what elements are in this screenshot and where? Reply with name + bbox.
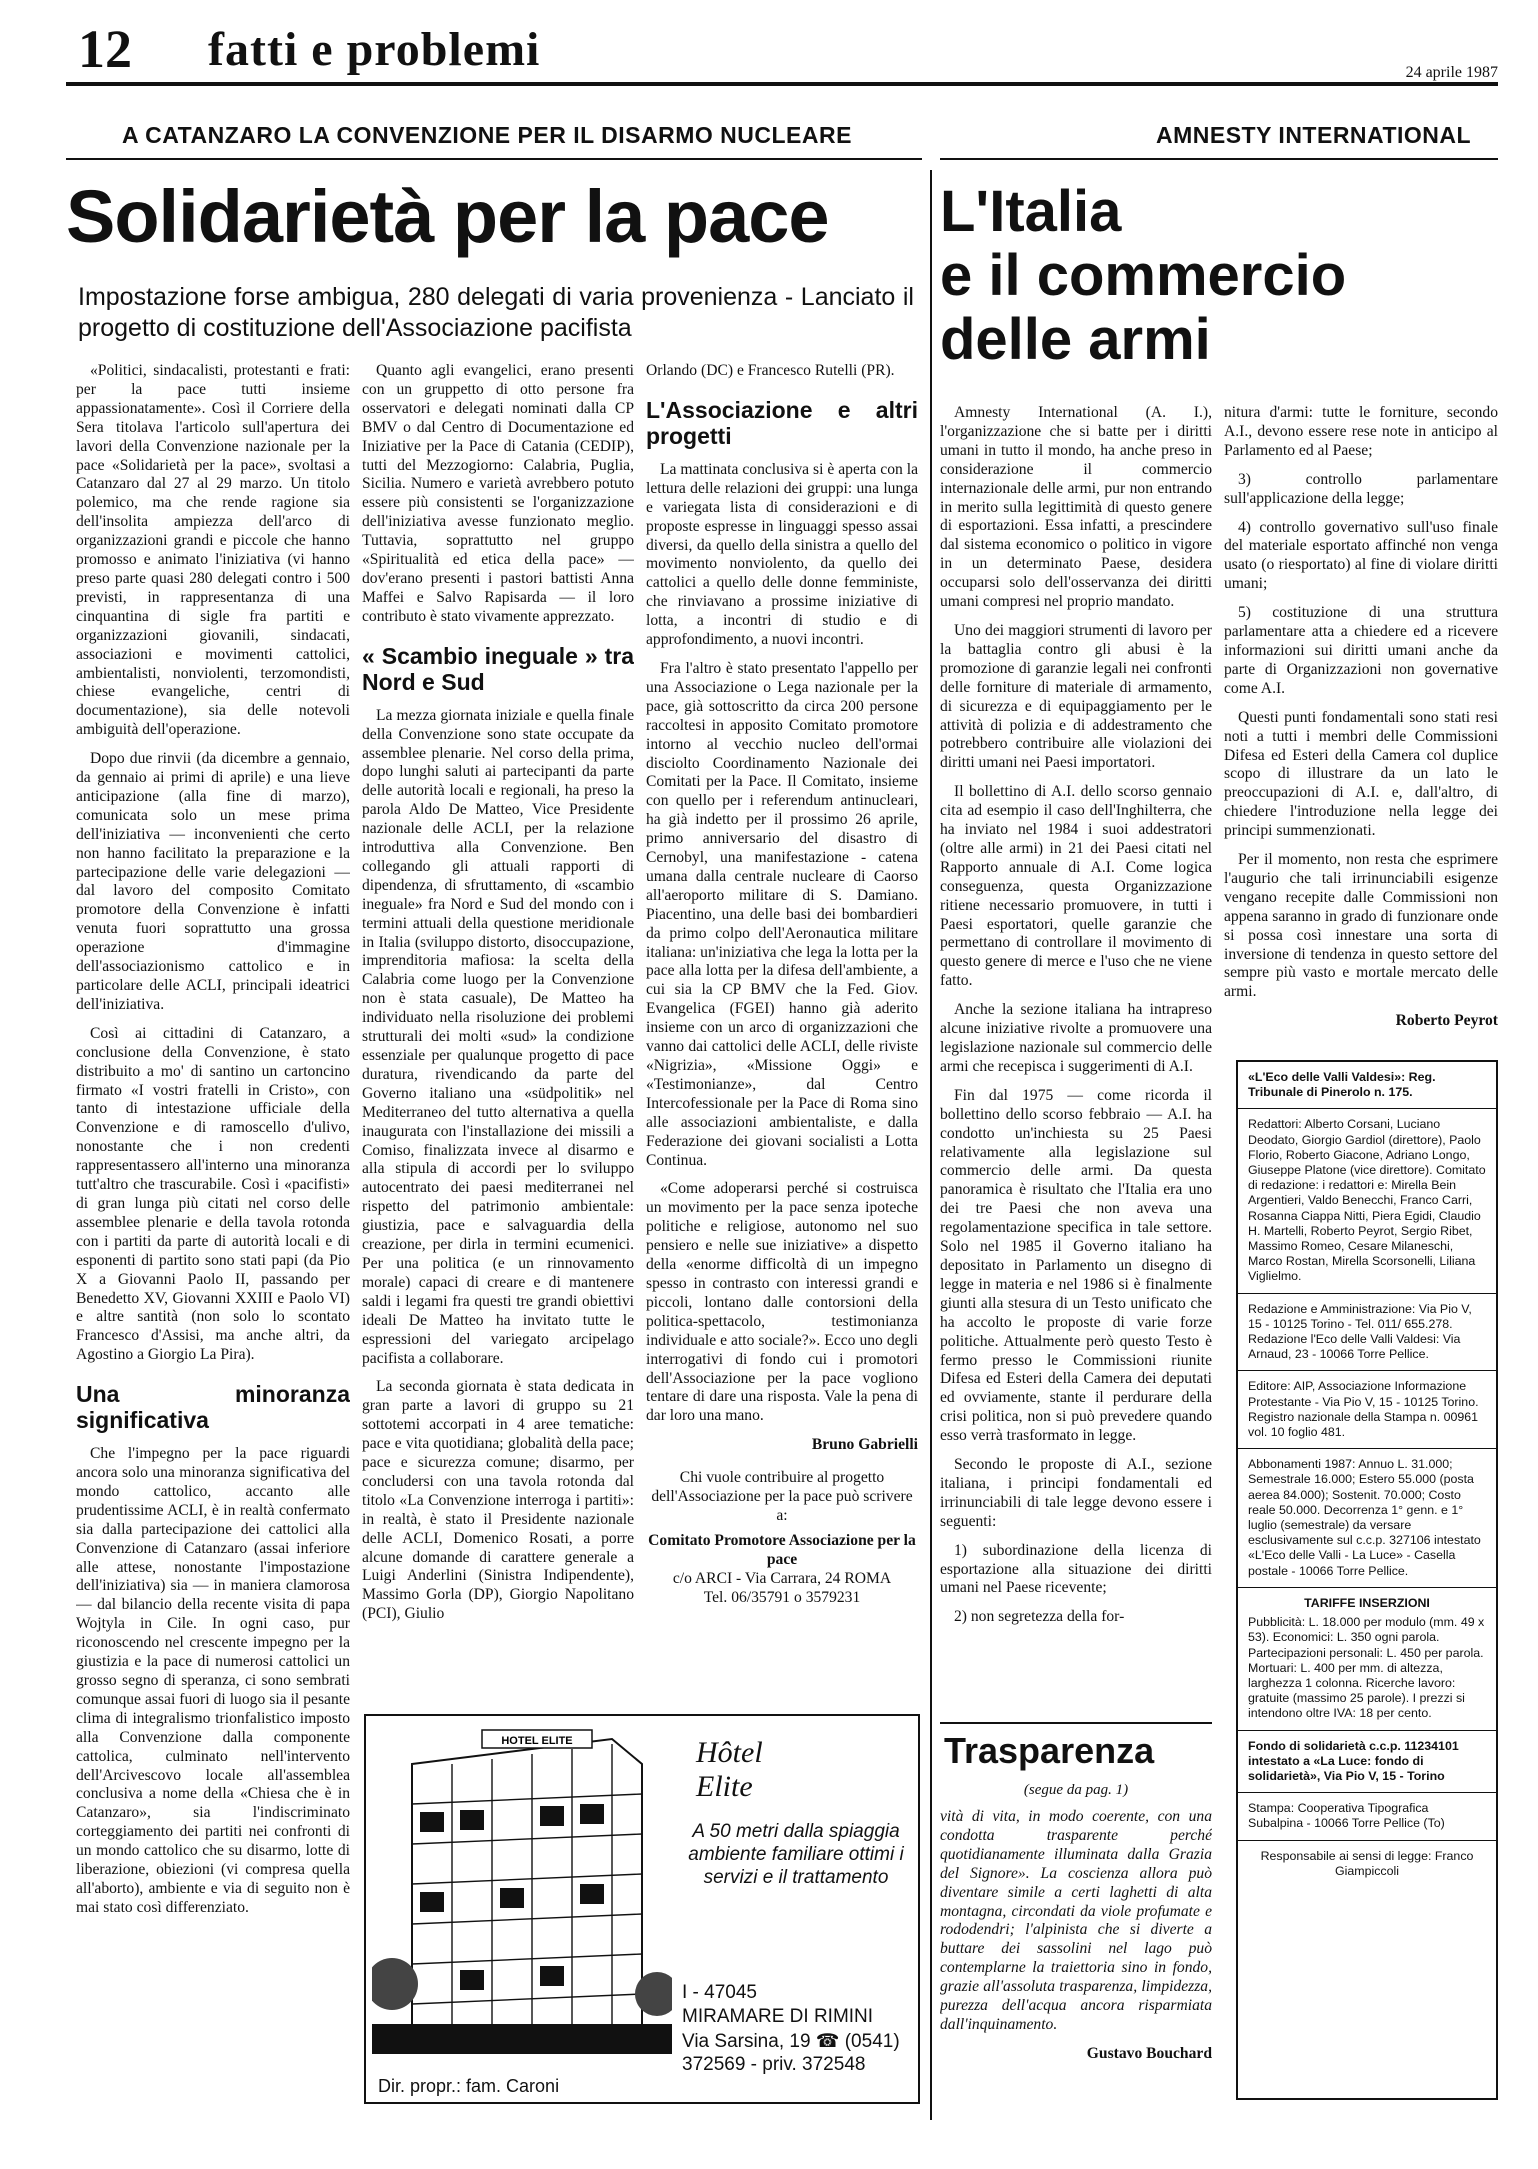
paragraph: La seconda giornata è stata dedicata in gran parte a lavori di gruppo su 21 sottotemi accorpati in 4 aree tematiche: pace e vita quotidiana; globalità della pace; pace e sicurezza comune; disarmo, per concludersi con una tavola rotonda dal titolo «La Convenzione interroga i partiti»: in realtà, è stato il Presidente nazionale delle ACLI, Domenico Rosati, a porre alcune domande di carattere generale a Luigi Anderlini (Sinistra Indipendente), Massimo Gorla (DP), Giorgio Napolitano (PCI), Giulio bbox=[362, 1378, 634, 1623]
article-column-3 bbox=[646, 362, 918, 1702]
article-column-1 bbox=[76, 362, 350, 2112]
colophon-office: Redazione e Amministrazione: Via Pio V, 15 - 10125 Torino - Tel. 011/ 655.278. Redazione l'Eco delle Valli Valdesi: Via Arnaud, 23 - 10066 Torre Pellice. bbox=[1238, 1294, 1496, 1372]
hotel-sign: HOTEL ELITE bbox=[501, 1735, 573, 1747]
paragraph: 1) subordinazione della licenza di esportazione alla situazione dei diritti umani nel Paese ricevente; bbox=[940, 1541, 1212, 1597]
contact-block bbox=[646, 1469, 918, 1607]
paragraph: vità di vita, in modo coerente, con una condotta trasparente perché quotidianamente illuminata dalla Grazia del Signore». La coscienza allora può diventare simile a certi laghetti di alta montagna, circondati da viole profumate e rododendri; l'alpinista che si diverte a buttare dei sassolini nel lago può contemplarne la traiettoria sino in fondo, grazie all'assoluta trasparenza, limpidezza, purezza dell'acqua ancora risparmiata dall'inquinamento. bbox=[940, 1808, 1212, 2033]
contact-org: Comitato Promotore Associazione per la pace bbox=[648, 1531, 916, 1568]
paragraph: La mezza giornata iniziale e quella finale della Convenzione sono state occupate da assemblee plenarie. Nel corso della prima, dopo lunghi saluti ai partecipanti da parte delle autorità locali e regionali, ha preso la parola Aldo De Matteo, Vice Presidente nazionale delle ACLI, per la relazione introduttiva alla Convenzione. Ben collegando gli attuali rapporti di dipendenza, di sfruttamento, di «scambio ineguale» fra Nord e Sud del mondo con i termini attuali della questione meridionale in Italia (sviluppo distorto, disoccupazione, imprenditoria mafiosa: la scelta della Calabria come luogo per la Convenzione non è stata casuale), De Matteo ha individuato nella risoluzione dei problemi strutturali dei molti «sud» la condizione essenziale per qualunque progetto di pace duratura, rivendicando da parte del Governo italiano una «südpolitik» nel Mediterraneo del tutto alternativa a quella inaugurata con l'installazione dei missili a Comiso, finalizzata invece al disarmo e alla stipula di accordi per lo sviluppo autocentrato dei paesi mediterranei nel rispetto del patrimonio ambientale: giustizia, pace e salvaguardia della creazione, per dirla in termini ecumenici. Per una politica (e un rinnovamento morale) capaci di creare e di mantenere saldi i legami fra questi tre grandi obiettivi ideali De Matteo ha invitato tutte le espressioni del variegato arcipelago pacifista a collaborare. bbox=[362, 706, 634, 1367]
author-signature: Roberto Peyrot bbox=[1395, 1012, 1498, 1030]
contact-intro: Chi vuole contribuire al progetto dell'Associazione per la pace può scrivere a: bbox=[651, 1469, 913, 1524]
headline-line: delle armi bbox=[940, 307, 1211, 372]
colophon-title: «L'Eco delle Valli Valdesi»: Reg. Tribunale di Pinerolo n. 175. bbox=[1238, 1062, 1496, 1109]
trasparenza-headline: Trasparenza bbox=[944, 1730, 1155, 1771]
paragraph: nitura d'armi: tutte le forniture, secondo A.I., devono essere rese note in anticipo al Parlamento ed al Paese; bbox=[1224, 404, 1498, 459]
paragraph: Quanto agli evangelici, erano presenti con un gruppetto di otto persone fra osservatori e delegati nominati dalla CP BMV o dal Centro di Documentazione ed Iniziative per la Pace di Catania (CEDIP), tutti del Mezzogiorno: Calabria, Puglia, Sicilia. Numero e varietà avrebbero potuto essere più consistenti se l'organizzazione dell'iniziativa avesse funzionato meglio. Tuttavia, soprattutto nel gruppo «Spiritualità ed etica della pace» — dov'erano presenti i pastori battisti Anna Maffei e Salvo Rapisarda — il loro contributo è stato vivamente apprezzato. bbox=[362, 362, 634, 625]
hotel-advertisement bbox=[364, 1714, 920, 2104]
right-kicker: AMNESTY INTERNATIONAL bbox=[1156, 122, 1472, 148]
contact-address: c/o ARCI - Via Carrara, 24 ROMA bbox=[672, 1569, 892, 1587]
hotel-name-line1: Hôtel bbox=[696, 1736, 763, 1769]
colophon-publisher: Editore: AIP, Associazione Informazione Protestante - Via Pio V, 15 - 10125 Torino. Registro nazionale della Stampa n. 00961 vol. 10 foglio 481. bbox=[1238, 1371, 1496, 1449]
rates-title: TARIFFE INSERZIONI bbox=[1304, 1595, 1430, 1610]
headline-line: L'Italia bbox=[940, 179, 1122, 244]
hotel-name-line2: Elite bbox=[696, 1770, 753, 1803]
article-column-2 bbox=[362, 362, 634, 1702]
colophon-rates bbox=[1238, 1588, 1496, 1731]
hotel-tagline: A 50 metri dalla spiaggia ambiente familiare ottimi i servizi e il trattamento bbox=[688, 1821, 904, 1888]
left-kicker: A CATANZARO LA CONVENZIONE PER IL DISARMO NUCLEARE bbox=[122, 122, 852, 148]
paragraph: 2) non segretezza della for- bbox=[954, 1608, 1125, 1626]
amnesty-headline bbox=[940, 180, 1500, 372]
kicker-rule-left bbox=[66, 158, 922, 160]
colophon-fund: Fondo di solidarietà c.c.p. 11234101 intestato a «La Luce: fondo di solidarietà», Via Pio V, 15 - Torino bbox=[1238, 1731, 1496, 1794]
paragraph: Orlando (DC) e Francesco Rutelli (PR). bbox=[646, 362, 895, 379]
colophon-subscriptions: Abbonamenti 1987: Annuo L. 31.000; Semestrale 16.000; Estero 55.000 (posta aerea 84.000); Sostenit. 70.000; Costo reale 50.000. Decorrenza 1° genn. e 1° luglio (semestrale) da versare esclusivamente sul c.c.p. 327106 intestato «L'Eco delle Valli - La Luce» - Casella postale - 10066 Torre Pellice. bbox=[1238, 1449, 1496, 1588]
paragraph: La mattinata conclusiva si è aperta con la lettura delle relazioni dei gruppi: una lunga e variegata lista di considerazioni e di proposte espresse in linguaggi spesso assai diversi, da quello della sinistra a quello del movimento nonviolento, da quello dei cattolici a quello delle donne femministe, che rinviavano a prossime iniziative di lotta, a incontri di studio e di approfondimento, a nuovi incontri. bbox=[646, 460, 918, 649]
paragraph: Uno dei maggiori strumenti di lavoro per la battaglia contro gli abusi è la promozione di garanzie legali nei confronti delle forniture di materiale di armamento, di sicurezza e di equipaggiamento per le attività di polizia e di addestramento che potrebbero contribuire alle violazioni dei diritti umani nei Paesi importatori. bbox=[940, 621, 1212, 772]
paragraph: Che l'impegno per la pace riguardi ancora solo una minoranza significativa del mondo cattolico, accanto alle prudentissime ACLI, è in realtà confermato sia dalla partecipazione dei cattolici alla Convenzione di Catanzaro (assai inferiore alle attese, nonostante l'impostazione dell'iniziativa) sia — in maniera clamorosa — dal bilancio della recente visita di papa Wojtyla in Cile. In ogni caso, pur riconoscendo nel crescente impegno per la giustizia e la pace di numerosi cattolici un grosso segno di speranza, ci sono sembrati comunque assai fuori di luogo sia il pesante clima di integralismo trionfalistico imposto alla Convenzione dalla componente cattolica, culminato nell'intervento dell'Arcivescovo locale all'assemblea conclusiva a nome della «Chiesa che è in Catanzaro», sia l'indiscriminato corteggiamento dei partiti nei confronti di un mondo cattolico che su disarmo, lotte di liberazione, obiezioni (vi compresa quella all'aborto), ambiente e via di seguito non è mai stato così differenziato. bbox=[76, 1445, 350, 1916]
hotel-owner: Dir. propr.: fam. Caroni bbox=[374, 2076, 563, 2097]
paragraph: Fin dal 1975 — come ricorda il bollettino dello scorso febbraio — A.I. ha condotto un'inchiesta su 25 Paesi relativamente alla legislazione sul commercio delle armi. Da questa panoramica è risultato che l'Italia era uno dei tre Paesi che non aveva una regolamentazione specifica in tale settore. Solo nel 1985 il Governo italiano ha depositato in Parlamento un disegno di legge in materia e nel 1986 si è finalmente giunti alla stesura di un Testo unificato che ha accolto le proposte di varie forze politiche. Attualmente però questo Testo è fermo presso le Commissioni riunite Difesa ed Esteri della Camera dei deputati ed ovviamente, stante il perdurare della crisi politica, non si può prevedere quando esso verrà trasformato in legge. bbox=[940, 1086, 1212, 1445]
page-number: 12 bbox=[78, 19, 132, 79]
rates-text: Pubblicità: L. 18.000 per modulo (mm. 49 x 53). Economici: L. 350 ogni parola. Partecipazioni personali: L. 450 per parola. Mortuari: L. 400 per mm. di altezza, larghezza 1 colonna. Ricerche lavoro: gratuite (massimo 25 parole). I prezzi si intendono oltre IVA: 18 per cento. bbox=[1248, 1615, 1485, 1721]
paragraph: Fra l'altro è stato presentato l'appello per una Associazione o Lega nazionale per la pace, già sottoscritto da circa 200 persone raccoltesi in apposito Comitato promotore intorno al vecchio nucleo dell'ormai disciolto Coordinamento Nazionale dei Comitati per la Pace. Il Comitato, insieme con quello per i referendum antinucleari, ha già indetto per il prossimo 26 aprile, primo anniversario del disastro di Cernobyl, una manifestazione - catena umana dalla centrale nucleare di Caorso all'aeroporto militare di S. Damiano. Piacentino, una delle basi dei bombardieri da primo colpo dell'Aeronautica militare italiana: un'iniziativa che lega la lotta per la pace alla lotta per la difesa dell'ambiente, a cui sia la CP BMV che la Fed. Giov. Evangelica (FGEI) hanno già aderito insieme con un arco di organizzazioni che vanno dai cattolici delle ACLI, delle riviste «Nigrizia», «Missione Oggi» e «Testimonianze», dal Centro Intercofessionale per la Pace di Roma sino alle associazioni ambientaliste, e dalla Federazione dei giovani socialisti a Lotta Continua. bbox=[646, 659, 918, 1169]
hotel-building-illustration bbox=[372, 1724, 672, 2064]
column-separator bbox=[930, 170, 932, 2120]
colophon-box bbox=[1236, 1060, 1498, 2100]
colophon-editors: Redattori: Alberto Corsani, Luciano Deodato, Giorgio Gardiol (direttore), Paolo Florio, Roberto Giacone, Adriano Longo, Giuseppe Platone (vice direttore). Comitato di redazione: i redattori e: Mirella Bein Argentieri, Valdo Benecchi, Franco Carri, Rosanna Ciappa Nitti, Piera Egidi, Claudio H. Martelli, Roberto Peyrot, Sergio Ribet, Massimo Romeo, Cesare Milaneschi, Marco Rostan, Mirella Scorsonelli, Liliana Viglielmo. bbox=[1238, 1109, 1496, 1293]
masthead-rule bbox=[66, 82, 1498, 86]
headline-line: e il commercio bbox=[940, 243, 1347, 308]
section-title: fatti e problemi bbox=[208, 23, 541, 76]
trasparenza-rule bbox=[940, 1722, 1212, 1724]
paragraph: Amnesty International (A. I.), l'organizzazione che si batte per i diritti umani in tutto il mondo, ha anche preso in considerazione il commercio internazionale delle armi, pur non entrando in merito sulla legittimità di questo genere di esportazioni. Essa infatti, a prescindere dal sistema economico o politico in vigore in un determinato Paese, desidera occuparsi solo dell'osservanza dei diritti umani compresi nel proprio mandato. bbox=[940, 404, 1212, 611]
continued-note: (segue da pag. 1) bbox=[1023, 1782, 1129, 1798]
subheadline: Impostazione forse ambigua, 280 delegati di varia provenienza - Lanciato il progetto di costituzione dell'Associazione pacifista bbox=[78, 283, 914, 343]
main-headline: Solidarietà per la pace bbox=[66, 175, 829, 258]
colophon-printer: Stampa: Cooperativa Tipografica Subalpina - 10066 Torre Pellice (To) bbox=[1238, 1793, 1496, 1840]
paragraph: Secondo le proposte di A.I., sezione italiana, i principi fondamentali ed irrinunciabili di tale legge devono essere i seguenti: bbox=[940, 1456, 1212, 1530]
trasparenza-text bbox=[940, 1808, 1212, 2108]
hotel-city: MIRAMARE DI RIMINI bbox=[682, 2006, 874, 2027]
paragraph: Questi punti fondamentali sono stati resi noti a tutti i membri delle Commissioni Difesa ed Esteri della Camera col duplice scopo di illustrare da un lato le preoccupazioni di A.I. e, dall'altro, di chiedere l'introduzione nella legge dei principi summenzionati. bbox=[1224, 708, 1498, 840]
paragraph: «Politici, sindacalisti, protestanti e frati: per la pace tutti insieme appassionatamente». Così il Corriere della Sera titolava l'articolo sull'apertura dei lavori della Convenzione nazionale per la pace «Solidarietà per la pace», svoltasi a Catanzaro dal 27 al 29 marzo. Un titolo polemico, ma che rende ragione sia dell'insolita ampiezza dell'arco di organizzazioni grandi e piccole che hanno promosso e animato l'iniziativa (vi hanno preso parte quasi 280 delegati contro i 500 previsti, in rappresentanza di una cinquantina di sigle fra partiti e organizzazioni giovanili, sindacati, associazioni e movimenti cattolici, ambientalisti, nonviolenti, terzomondisti, chiese evangeliche, centri di documentazione), sia delle notevoli ambiguità dell'operazione. bbox=[76, 362, 350, 739]
paragraph: Per il momento, non resta che esprimere l'augurio che tali irrinunciabili esigenze vengano recepite dalle Commissioni non appena saranno in grado di funzionare onde si possa così innestare una sorta di inversione di tendenza in questo settore del sempre più vasto e mortale mercato delle armi. bbox=[1224, 851, 1498, 1001]
section-heading: Una minoranza significativa bbox=[76, 1381, 350, 1434]
section-heading: L'Associazione e altri progetti bbox=[646, 396, 918, 449]
amnesty-column-a bbox=[940, 404, 1212, 1694]
paragraph: Dopo due rinvii (da dicembre a gennaio, da gennaio ai primi di aprile) e una lieve anticipazione (alla fine di marzo), comunicata solo un mese prima dell'iniziativa — inconvenienti che certo non hanno facilitato la preparazione e la partecipazione delle varie delegazioni — dal lavoro del composito Comitato promotore della Convenzione è infatti venuta fuori soprattutto una grossa operazione d'immagine dell'associazionismo cattolico e in particolare delle ACLI, principali ideatrici dell'iniziativa. bbox=[76, 750, 350, 1013]
paragraph: 5) costituzione di una struttura parlamentare atta a chiedere ed a ricevere informazioni sui diritti umani anche da parte di Organizzazioni non governative come A.I. bbox=[1224, 604, 1498, 697]
paragraph: «Come adoperarsi perché si costruisca un movimento per la pace senza ipoteche politiche e religiose, autonomo nel suo pensiero e nelle sue iniziative» a dispetto della «enorme difficoltà di un impegno spesso in contrasto con interessi grandi e piccoli, lontano dalle contorsioni della politica-spettacolo, testimonianza individuale e atto sociale?». Ecco uno degli interrogativi di fondo cui i promotori dell'Associazione per la pace vogliono tentare di dare una risposta. Vale la pena di dar loro una mano. bbox=[646, 1180, 918, 1425]
kicker-rule-right bbox=[940, 158, 1498, 160]
paragraph: Così ai cittadini di Catanzaro, a conclusione della Convenzione, è stato distribuito a mo' di santino un cartoncino firmato «I vostri fratelli in Cristo», con tanto di intestazione ufficiale della Convenzione e di ramoscello d'ulivo, nonostante che i non credenti rappresentassero all'interno una minoranza tutt'altro che trascurabile. Così i «pacifisti» di gran lunga più citati nel corso delle assemblee plenarie e della tavola rotonda con i partiti da parte di autorità locali e di esponenti di partito sono stati papi (da Pio X a Giovanni Paolo II, passando per Benedetto XV, Giovanni XXIII e Paolo VI) e altre santità (non solo lo scontato Francesco d'Assisi, ma anche altri, da Agostino a Giorgio La Pira). bbox=[76, 1024, 350, 1364]
paragraph: 4) controllo governativo sull'uso finale del materiale esportato affinché non venga usato (o riesportato) al fine di violare diritti umani; bbox=[1224, 518, 1498, 593]
paragraph: Il bollettino di A.I. dello scorso gennaio cita ad esempio il caso dell'Inghilterra, che ha inviato nel 1984 i suoi addestratori (oltre alle armi) in 21 dei Paesi citati nel Rapporto annuale di A.I. Come logica conseguenza, questa Organizzazione ritiene necessario promuovere, in tutti i Paesi esportatori, quelle garanzie che permettano di controllare il movimento di questo genere di merce e l'uso che ne viene fatto. bbox=[940, 783, 1212, 990]
author-signature: Bruno Gabrielli bbox=[811, 1436, 918, 1454]
issue-date: 24 aprile 1987 bbox=[1405, 64, 1498, 81]
hotel-street: Via Sarsina, 19 ☎ (0541) bbox=[682, 2031, 900, 2052]
hotel-phones: 372569 - priv. 372548 bbox=[682, 2054, 866, 2075]
amnesty-column-b bbox=[1224, 404, 1498, 1044]
colophon-responsible: Responsabile ai sensi di legge: Franco Giampiccoli bbox=[1260, 1848, 1474, 1878]
paragraph: 3) controllo parlamentare sull'applicazione della legge; bbox=[1224, 470, 1498, 507]
contact-phone: Tel. 06/35791 o 3579231 bbox=[703, 1588, 861, 1606]
paragraph: Anche la sezione italiana ha intrapreso alcune iniziative rivolte a promuovere una legislazione nazionale sul commercio delle armi che recepisca i suggerimenti di A.I. bbox=[940, 1001, 1212, 1075]
hotel-postcode: I - 47045 bbox=[682, 1982, 757, 2003]
author-signature: Gustavo Bouchard bbox=[1086, 2044, 1212, 2062]
section-heading: « Scambio ineguale » tra Nord e Sud bbox=[362, 642, 634, 695]
